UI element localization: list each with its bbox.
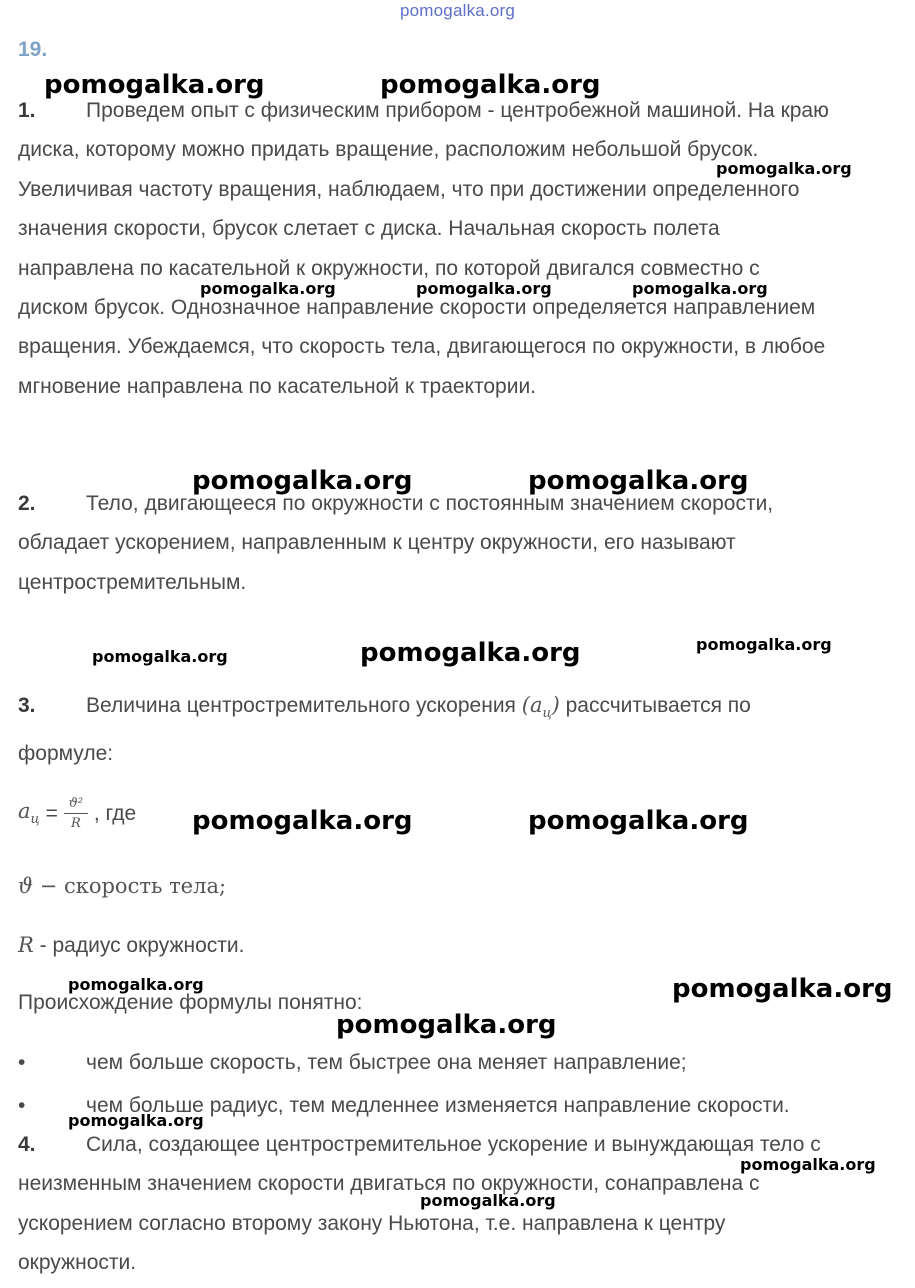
watermark: pomogalka.org <box>200 279 336 298</box>
paragraph-4-line: Сила, создающее центростремительное ускорение и вынуждающая тело с <box>86 1133 821 1156</box>
paragraph-1-line: направлена по касательной к окружности, по которой двигался совместно с <box>18 256 760 280</box>
task-number: 19. <box>18 38 48 61</box>
formula-numerator: ϑ² <box>68 796 84 811</box>
watermark: pomogalka.org <box>68 1111 204 1130</box>
paragraph-1-line: Увеличивая частоту вращения, наблюдаем, что при достижении определенного <box>18 177 800 201</box>
formula-equals: = <box>45 801 58 825</box>
watermark: pomogalka.org <box>192 466 413 496</box>
list-item: • чем больше радиус, тем медленнее изменяется направление скорости. <box>18 1094 790 1117</box>
watermark: pomogalka.org <box>632 279 768 298</box>
paragraph-4-line: ускорением согласно второму закону Ньютона, т.е. направлена к центру <box>18 1211 726 1235</box>
paragraph-4-line: неизменным значением скорости двигаться по окружности, сонаправлена с <box>18 1172 760 1196</box>
watermark: pomogalka.org <box>716 159 852 178</box>
watermark: pomogalka.org <box>416 279 552 298</box>
bullet-icon: • <box>18 1094 26 1117</box>
bullet-icon: • <box>18 1051 26 1074</box>
watermark: pomogalka.org <box>740 1155 876 1174</box>
paragraph-3-line: формуле: <box>18 741 114 765</box>
paragraph-4-line: окружности. <box>18 1251 137 1275</box>
paragraph-4-number: 4. <box>18 1133 36 1156</box>
definition-velocity: ϑ − скорость тела; <box>18 874 227 898</box>
formula-fraction <box>64 796 88 831</box>
paragraph-2-line: обладает ускорением, направленным к центру окружности, его называют <box>18 531 736 555</box>
formula-origin-heading: Происхождение формулы понятно: <box>18 991 363 1014</box>
watermark: pomogalka.org <box>360 638 581 668</box>
paragraph-2-number: 2. <box>18 492 36 515</box>
paragraph-1-line: диска, которому можно придать вращение, расположим небольшой брусок. <box>18 138 759 162</box>
watermark: pomogalka.org <box>528 466 749 496</box>
watermark: pomogalka.org <box>192 806 413 836</box>
watermark: pomogalka.org <box>68 975 204 994</box>
watermark: pomogalka.org <box>528 806 749 836</box>
watermark: pomogalka.org <box>92 647 228 666</box>
list-item: • чем больше скорость, тем быстрее она меняет направление; <box>18 1051 687 1074</box>
paragraph-2-line: центростремительным. <box>18 570 247 594</box>
definition-radius: R - радиус окружности. <box>18 933 245 957</box>
formula-denominator: R <box>70 816 81 831</box>
paragraph-1-line: диском брусок. Однозначное направление скорости определяется направлением <box>18 296 816 320</box>
paragraph-1-line: Проведем опыт с физическим прибором - центробежной машиной. На краю <box>86 99 829 122</box>
watermark: pomogalka.org <box>336 1010 557 1040</box>
paragraph-2 <box>18 484 908 602</box>
watermark: pomogalka.org <box>420 1191 556 1210</box>
paragraph-1 <box>18 91 908 406</box>
paragraph-3-text-end: рассчитывается по <box>565 694 751 717</box>
watermark: pomogalka.org <box>44 70 265 100</box>
watermark: pomogalka.org <box>672 974 893 1004</box>
paragraph-1-line: мгновение направлена по касательной к траектории. <box>18 374 537 398</box>
paragraph-1-number: 1. <box>18 99 36 122</box>
paragraph-3-text: Величина центростремительного ускорения <box>86 694 516 717</box>
centripetal-formula <box>18 796 136 831</box>
paragraph-3 <box>18 686 908 773</box>
formula-lhs: $a_ц$ <box>18 799 40 828</box>
top-watermark: pomogalka.org <box>399 1 516 20</box>
watermark: pomogalka.org <box>696 635 832 654</box>
paragraph-1-line: значения скорости, брусок слетает с диска. Начальная скорость полета <box>18 217 720 241</box>
paragraph-3-number: 3. <box>18 694 36 717</box>
acceleration-symbol: $(a_ц)$ <box>521 693 560 722</box>
paragraph-2-line: Тело, двигающееся по окружности с постоянным значением скорости, <box>86 492 774 515</box>
watermark: pomogalka.org <box>380 70 601 100</box>
paragraph-1-line: вращения. Убеждаемся, что скорость тела, двигающегося по окружности, в любое <box>18 335 826 359</box>
formula-tail: , где <box>93 801 137 825</box>
